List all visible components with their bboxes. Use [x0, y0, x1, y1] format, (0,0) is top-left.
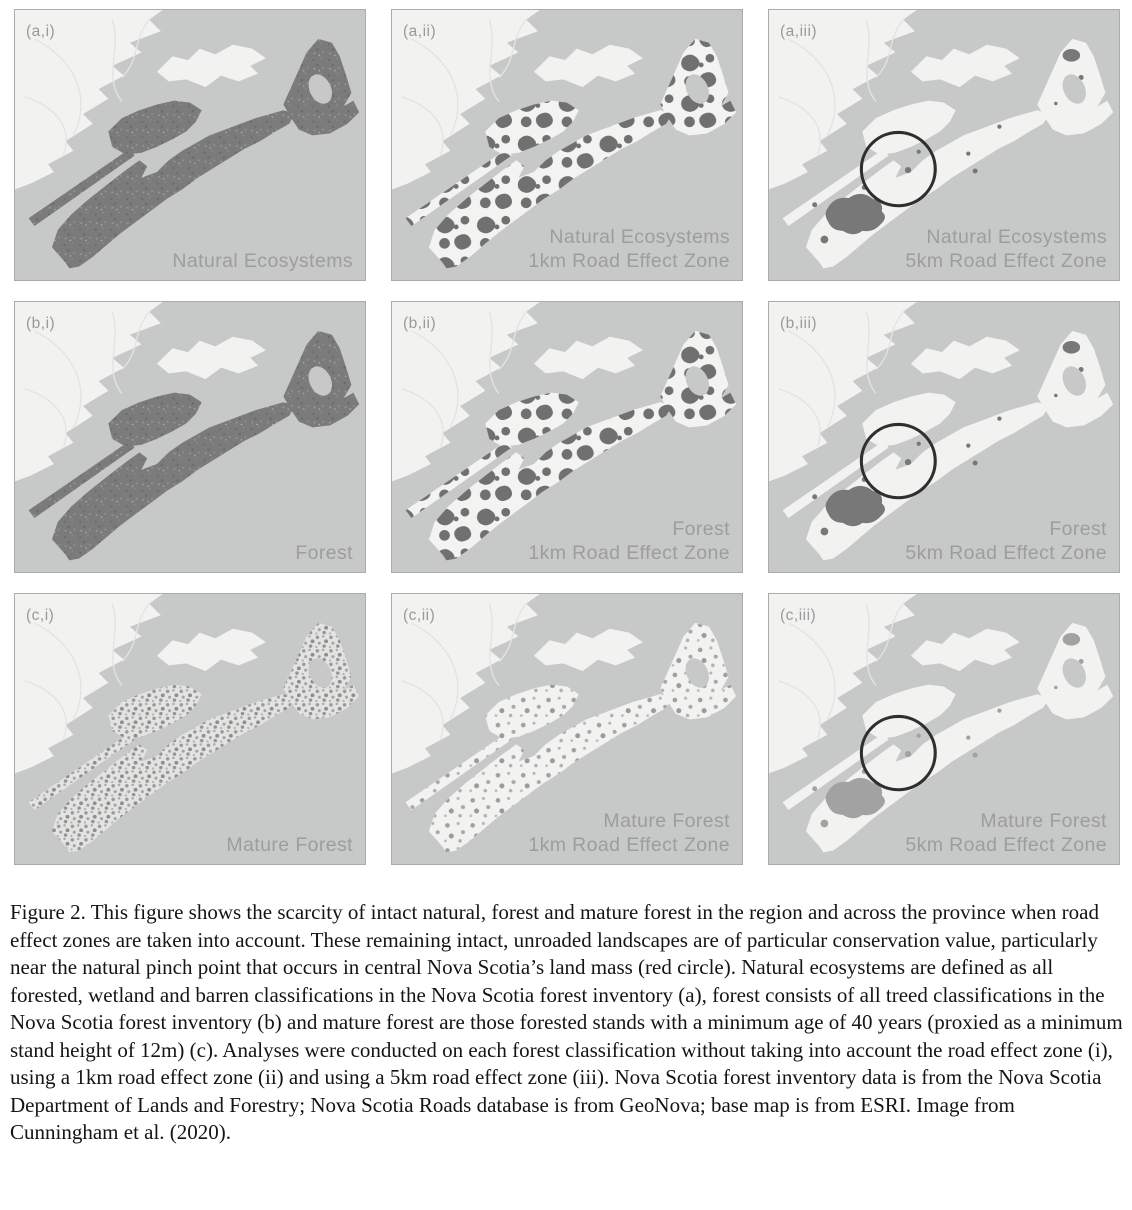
map-panel-a-ii	[391, 9, 743, 281]
panel-label: Mature Forest 1km Road Effect Zone	[528, 810, 730, 856]
panel-label: Forest	[295, 542, 353, 564]
map-panel-b-iii	[768, 301, 1120, 573]
panel-label: Natural Ecosystems	[172, 250, 353, 272]
map-panel-a-iii	[768, 9, 1120, 281]
panel-tag: (b,iii)	[780, 315, 818, 332]
panel-label: Forest 1km Road Effect Zone	[528, 518, 730, 564]
map-panel-a-i	[14, 9, 366, 281]
panel-label: Mature Forest 5km Road Effect Zone	[905, 810, 1107, 856]
panel-tag: (a,iii)	[780, 23, 818, 40]
map-panel-c-ii	[391, 593, 743, 865]
panel-label: Natural Ecosystems 5km Road Effect Zone	[905, 226, 1107, 272]
panel-tag: (a,i)	[26, 23, 56, 40]
panel-tag: (c,iii)	[780, 607, 817, 624]
panel-label: Mature Forest	[226, 834, 353, 856]
panel-tag: (c,i)	[26, 607, 55, 624]
map-panel-c-iii	[768, 593, 1120, 865]
map-panel-b-i	[14, 301, 366, 573]
figure-caption: Figure 2. This figure shows the scarcity of intact natural, forest and mature forest in the region and across the province when road effect zones are taken into account. These remaining intact, unroaded landscapes are of particular conservation value, particularly near the natural pinch point that occurs in central Nova Scotia’s land mass (red circle). Natural ecosystems are defined as all forested, wetland and barren classifications in the Nova Scotia forest inventory (a), forest consists of all treed classifications in the Nova Scotia forest inventory (b) and mature forest are those forested stands with a minimum age of 40 years (proxied as a minimum stand height of 12m) (c). Analyses were conducted on each forest classification without taking into account the road effect zone (i), using a 1km road effect zone (ii) and using a 5km road effect zone (iii). Nova Scotia forest inventory data is from the Nova Scotia Department of Lands and Forestry; Nova Scotia Roads database is from GeoNova; base map is from ESRI. Image from Cunningham et al. (2020).	[10, 900, 1123, 1144]
nova-scotia-map	[15, 302, 365, 572]
panel-tag: (b,ii)	[403, 315, 437, 332]
panel-tag: (a,ii)	[403, 23, 437, 40]
panel-tag: (b,i)	[26, 315, 56, 332]
map-panel-b-ii	[391, 301, 743, 573]
nova-scotia-map	[15, 594, 365, 864]
nova-scotia-map	[15, 10, 365, 280]
panel-label: Natural Ecosystems 1km Road Effect Zone	[528, 226, 730, 272]
panel-label: Forest 5km Road Effect Zone	[905, 518, 1107, 564]
panel-tag: (c,ii)	[403, 607, 436, 624]
map-panel-c-i	[14, 593, 366, 865]
